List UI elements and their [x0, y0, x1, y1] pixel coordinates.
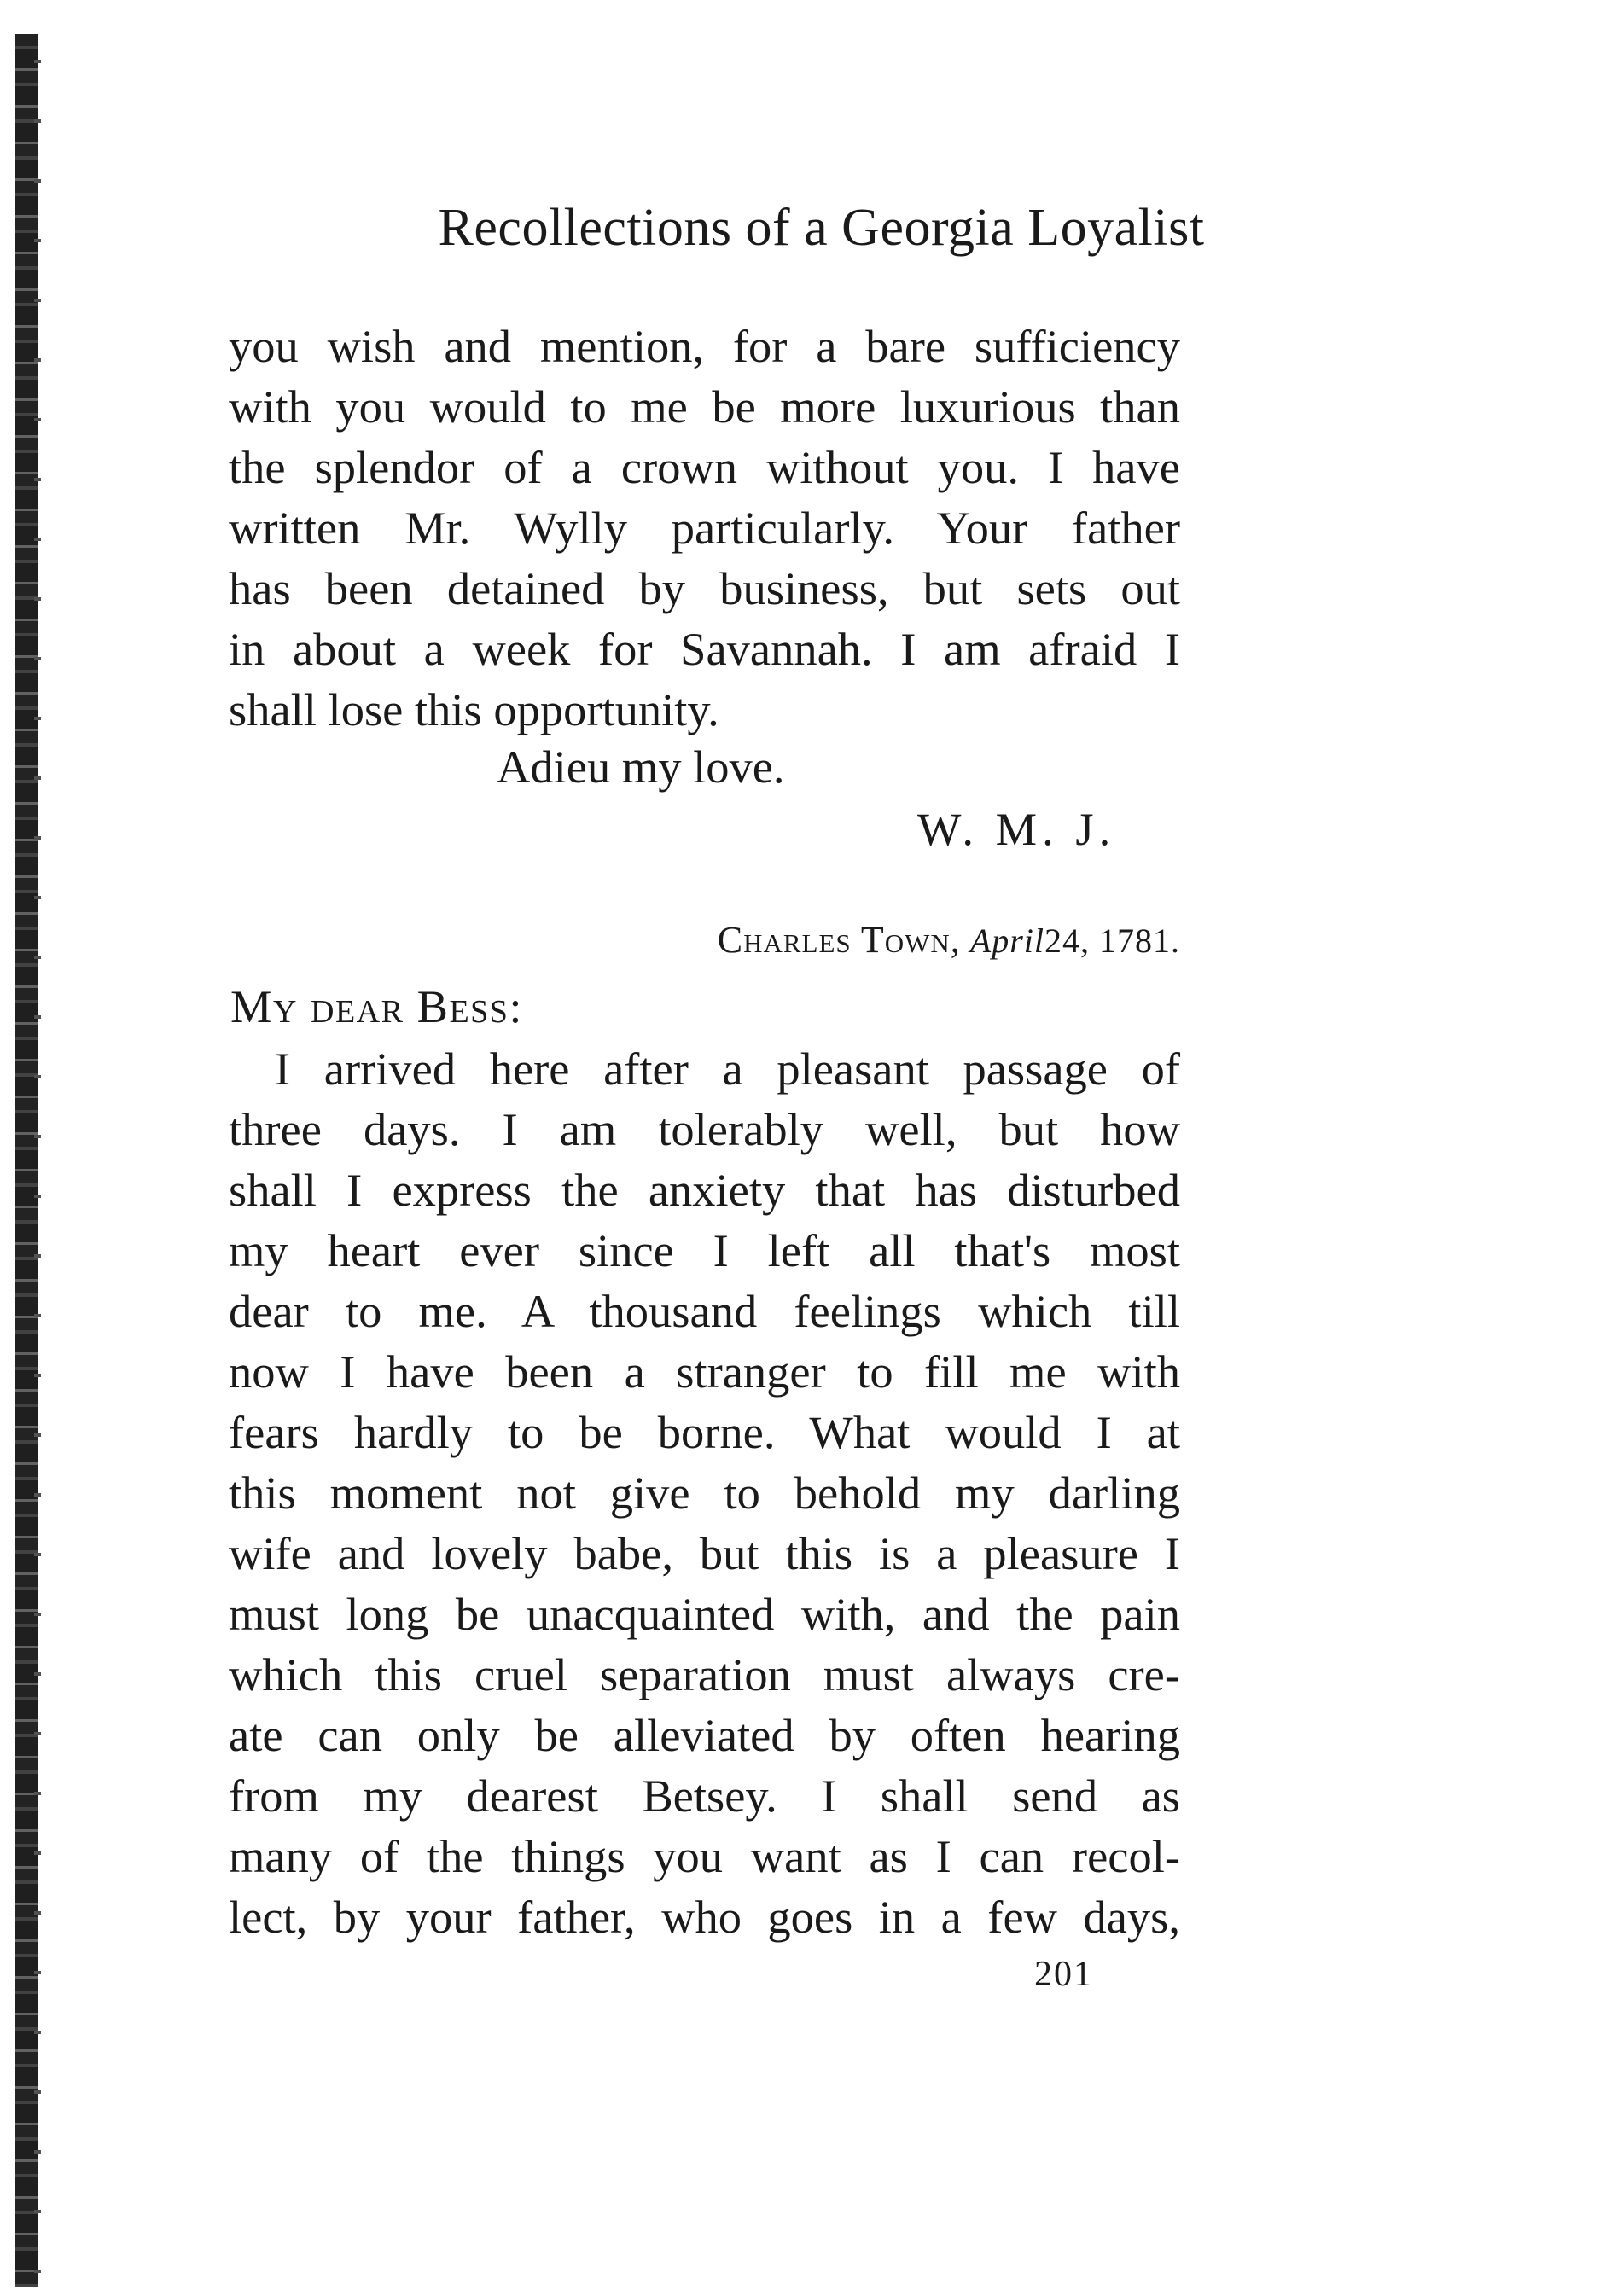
- text-line: now I have been a stranger to fill me with: [229, 1346, 1180, 1398]
- text-line: shall I express the anxiety that has disturbed: [229, 1164, 1180, 1216]
- text-line: three days. I am tolerably well, but how: [229, 1103, 1180, 1155]
- text-line: you wish and mention, for a bare sufficiency: [229, 320, 1180, 372]
- text-line: written Mr. Wylly particularly. Your father: [229, 502, 1180, 554]
- letter-closing: Adieu my love.: [497, 741, 785, 793]
- text-line: my heart ever since I left all that's most: [229, 1224, 1180, 1276]
- text-line: many of the things you want as I can recol-: [229, 1830, 1180, 1882]
- letter-signature: W. M. J.: [917, 803, 1116, 855]
- page-binding-edge: [15, 34, 38, 2287]
- text-line: dear to me. A thousand feelings which till: [229, 1285, 1180, 1337]
- text-line: the splendor of a crown without you. I have: [229, 441, 1180, 493]
- text-line: has been detained by business, but sets out: [229, 562, 1180, 614]
- text-line: from my dearest Betsey. I shall send as: [229, 1770, 1180, 1822]
- text-line: this moment not give to behold my darling: [229, 1467, 1180, 1519]
- text-line: wife and lovely babe, but this is a pleasure I: [229, 1527, 1180, 1579]
- dateline-month: April: [969, 921, 1044, 960]
- page-number: 201: [1034, 1955, 1093, 1994]
- text-line: with you would to me be more luxurious than: [229, 381, 1180, 433]
- text-line: in about a week for Savannah. I am afraid I: [229, 623, 1180, 675]
- letter-dateline: [718, 915, 1180, 967]
- letter-2-body: [229, 1038, 1180, 1947]
- text-line: lect, by your father, who goes in a few days,: [229, 1891, 1180, 1943]
- running-head: Recollections of a Georgia Loyalist: [438, 199, 1205, 257]
- text-line: fears hardly to be borne. What would I at: [229, 1406, 1180, 1458]
- text-line: shall lose this opportunity.: [229, 683, 719, 735]
- letter-1-body: [229, 316, 1180, 740]
- dateline-date: 24, 1781.: [1044, 921, 1180, 960]
- text-line: ate can only be alleviated by often hearing: [229, 1709, 1180, 1761]
- dateline-place: Charles Town,: [717, 919, 961, 961]
- letter-salutation: My dear Bess:: [230, 980, 524, 1032]
- text-line: I arrived here after a pleasant passage of: [275, 1043, 1180, 1095]
- text-line: must long be unacquainted with, and the pain: [229, 1588, 1180, 1640]
- text-line: which this cruel separation must always cre-: [229, 1648, 1180, 1700]
